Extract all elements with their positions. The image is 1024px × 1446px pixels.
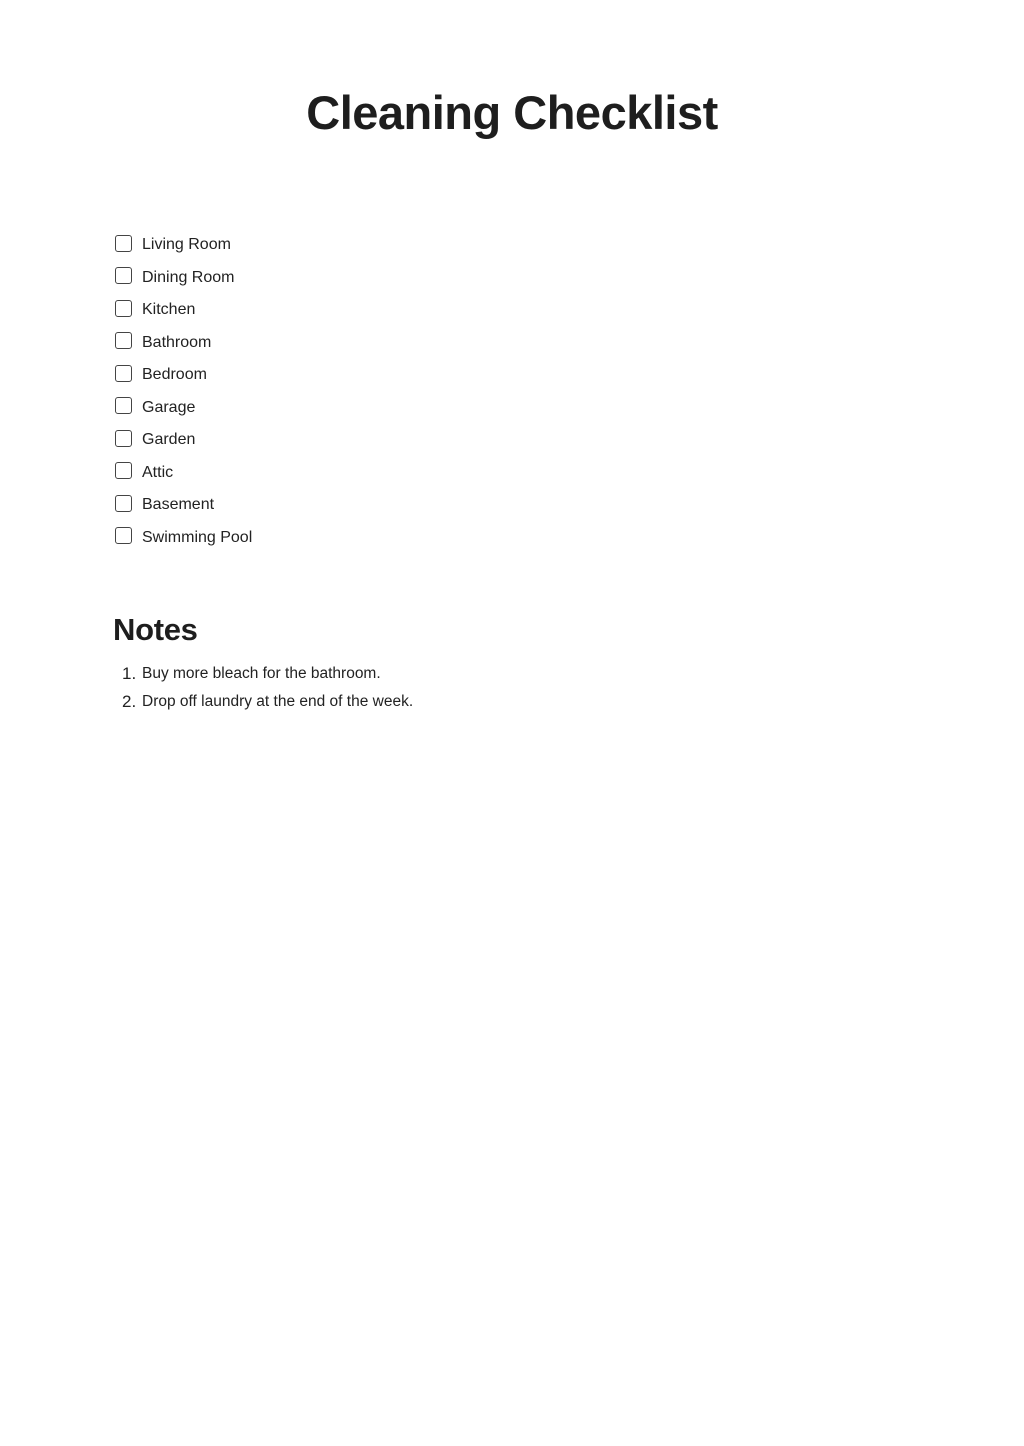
note-number: 1. xyxy=(122,664,137,683)
checkbox[interactable] xyxy=(115,365,132,382)
note-item xyxy=(122,688,414,716)
note-item xyxy=(122,660,413,688)
cleaning-checklist xyxy=(115,229,252,554)
checklist-item-label: Dining Room xyxy=(142,268,235,286)
checkbox[interactable] xyxy=(115,462,132,479)
checkbox[interactable] xyxy=(115,235,132,252)
checkbox[interactable] xyxy=(115,332,132,349)
note-text: Buy more bleach for the bathroom. xyxy=(142,665,381,682)
checklist-item-kitchen[interactable] xyxy=(115,294,252,327)
checkbox[interactable] xyxy=(115,300,132,317)
checkbox[interactable] xyxy=(115,267,132,284)
checkbox[interactable] xyxy=(115,430,132,447)
checkbox[interactable] xyxy=(115,527,132,544)
checklist-item-label: Garden xyxy=(142,431,196,449)
checklist-item-bedroom[interactable] xyxy=(115,359,252,392)
checklist-item-garage[interactable] xyxy=(115,392,252,425)
note-text: Drop off laundry at the end of the week. xyxy=(142,693,414,710)
checklist-item-bathroom[interactable] xyxy=(115,327,252,360)
checklist-item-garden[interactable] xyxy=(115,424,252,457)
checklist-item-label: Bedroom xyxy=(142,366,207,384)
checklist-item-label: Garage xyxy=(142,398,196,416)
notes-heading: Notes xyxy=(113,612,198,647)
checklist-item-label: Kitchen xyxy=(142,301,196,319)
checklist-item-label: Swimming Pool xyxy=(142,528,253,546)
checklist-item-swimming-pool[interactable] xyxy=(115,522,252,555)
checklist-item-label: Living Room xyxy=(142,236,231,254)
checkbox[interactable] xyxy=(115,397,132,414)
checklist-item-label: Basement xyxy=(142,496,215,514)
checklist-item-attic[interactable] xyxy=(115,457,252,490)
page-title: Cleaning Checklist xyxy=(306,86,718,139)
checklist-item-label: Attic xyxy=(142,463,174,481)
checklist-item-dining-room[interactable] xyxy=(115,262,252,295)
checkbox[interactable] xyxy=(115,495,132,512)
checklist-item-living-room[interactable] xyxy=(115,229,252,262)
notes-list xyxy=(122,660,414,716)
note-number: 2. xyxy=(122,692,137,711)
checklist-item-label: Bathroom xyxy=(142,333,212,351)
checklist-item-basement[interactable] xyxy=(115,489,252,522)
